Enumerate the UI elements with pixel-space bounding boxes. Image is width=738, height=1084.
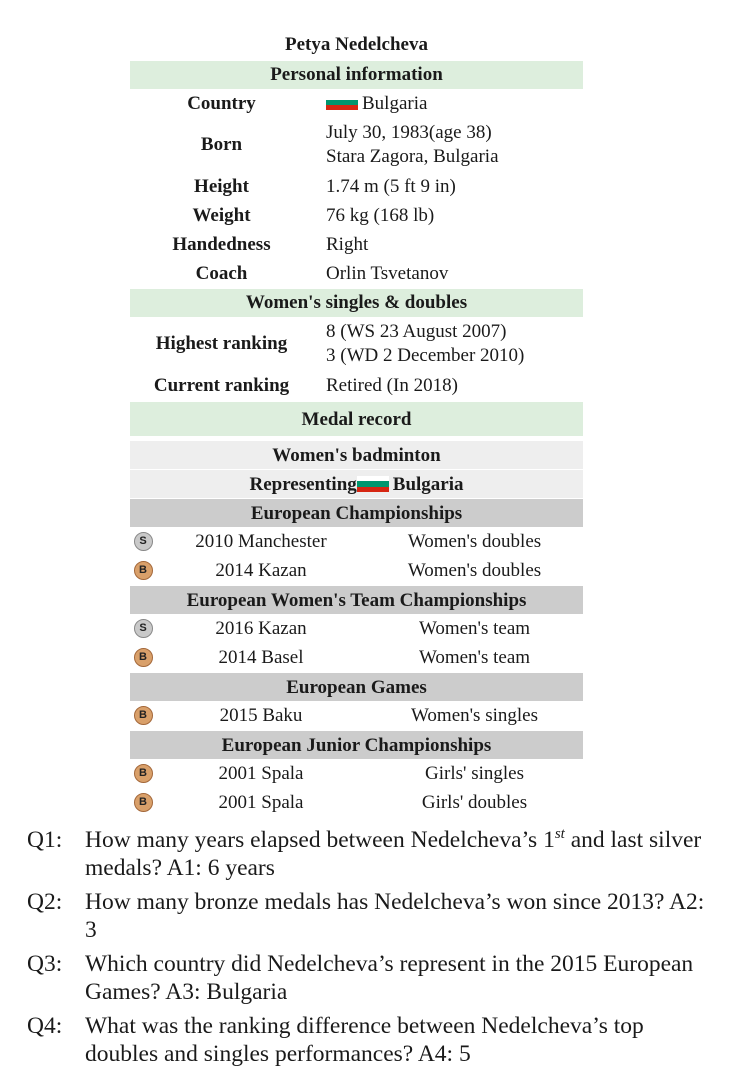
medal-row xyxy=(130,759,583,788)
competition-header: European Games xyxy=(130,673,583,701)
height-value: 1.74 m (5 ft 9 in) xyxy=(326,175,456,197)
question-number: Q4: xyxy=(27,1013,63,1039)
qa-item xyxy=(27,1012,717,1068)
medal-cell xyxy=(130,561,156,580)
infobox xyxy=(130,28,583,817)
weight-row xyxy=(130,201,583,230)
bronze-medal-icon: B xyxy=(134,561,153,580)
bronze-medal-icon: B xyxy=(134,648,153,667)
medal-cell xyxy=(130,764,156,783)
silver-medal-icon: S xyxy=(134,532,153,551)
medal-row xyxy=(130,614,583,643)
bronze-medal-icon: B xyxy=(134,764,153,783)
country-value xyxy=(313,92,583,116)
country-label: Country xyxy=(187,92,256,114)
handedness-row xyxy=(130,230,583,259)
born-label: Born xyxy=(200,134,243,155)
medal-event: Women's doubles xyxy=(407,530,542,552)
question-superscript: st xyxy=(554,826,565,843)
medal-cell xyxy=(130,706,156,725)
question-number: Q2: xyxy=(27,889,63,915)
medal-cell xyxy=(130,619,156,638)
current-ranking-label: Current ranking xyxy=(153,374,290,396)
country-name: Bulgaria xyxy=(362,92,428,114)
silver-medal-icon: S xyxy=(134,619,153,638)
medal-list xyxy=(130,499,583,817)
medal-venue: 2014 Basel xyxy=(218,646,304,668)
question-text-part: How many years elapsed between Nedelcheva’s 1 xyxy=(85,827,555,853)
current-ranking-row xyxy=(130,371,583,400)
question-text xyxy=(85,1012,717,1068)
qa-list xyxy=(27,826,717,1074)
coach-label: Coach xyxy=(195,262,248,284)
question-text xyxy=(85,888,717,944)
highest-ranking-row xyxy=(130,317,583,371)
medal-event: Women's doubles xyxy=(407,559,542,581)
qa-item xyxy=(27,888,717,944)
medal-venue: 2001 Spala xyxy=(218,791,304,813)
highest-ranking-value xyxy=(313,320,583,368)
medal-event: Women's team xyxy=(418,617,531,639)
medal-cell xyxy=(130,532,156,551)
medal-event: Girls' doubles xyxy=(421,791,528,813)
height-row xyxy=(130,172,583,201)
medal-row xyxy=(130,556,583,585)
qa-item xyxy=(27,826,717,882)
bulgaria-flag-icon xyxy=(326,95,358,111)
medal-venue: 2001 Spala xyxy=(218,762,304,784)
representing-label: Representing xyxy=(249,474,357,495)
question-text-part: and last silver medals? A1: 6 years xyxy=(85,827,702,881)
medal-row xyxy=(130,788,583,817)
current-ranking-value: Retired (In 2018) xyxy=(326,374,458,396)
question-number: Q3: xyxy=(27,951,63,977)
competition-header: European Women's Team Championships xyxy=(130,586,583,614)
born-place: Stara Zagora, Bulgaria xyxy=(326,146,499,167)
question-text-part: Which country did Nedelcheva’s represent in the 2015 European Games? A3: Bulgaria xyxy=(85,951,694,1005)
handedness-value: Right xyxy=(326,233,369,255)
medal-record-header: Medal record xyxy=(130,402,583,436)
question-text-part: What was the ranking difference between Nedelcheva’s top doubles and singles performances? A4: 5 xyxy=(85,1013,644,1067)
medal-venue: 2014 Kazan xyxy=(215,559,307,581)
competition-header: European Junior Championships xyxy=(130,731,583,759)
bronze-medal-icon: B xyxy=(134,706,153,725)
competition-header: European Championships xyxy=(130,499,583,527)
question-text xyxy=(85,826,717,882)
medal-row xyxy=(130,527,583,556)
medal-cell xyxy=(130,793,156,812)
highest-ranking-doubles: 3 (WD 2 December 2010) xyxy=(326,345,525,366)
bronze-medal-icon: B xyxy=(134,793,153,812)
weight-value: 76 kg (168 lb) xyxy=(326,204,435,226)
medal-event: Women's team xyxy=(418,646,531,668)
born-value xyxy=(313,121,583,169)
qa-item xyxy=(27,950,717,1006)
medal-venue: 2015 Baku xyxy=(219,704,303,726)
medal-row xyxy=(130,701,583,730)
medal-venue: 2010 Manchester xyxy=(195,530,327,552)
coach-row xyxy=(130,259,583,288)
discipline-header: Women's singles & doubles xyxy=(130,289,583,317)
highest-ranking-singles: 8 (WS 23 August 2007) xyxy=(326,321,507,342)
highest-ranking-label: Highest ranking xyxy=(155,333,288,354)
born-row xyxy=(130,118,583,172)
bulgaria-flag-icon xyxy=(357,476,389,492)
born-date: July 30, 1983(age 38) xyxy=(326,122,492,143)
infobox-title: Petya Nedelcheva xyxy=(285,34,428,55)
coach-value: Orlin Tsvetanov xyxy=(326,262,449,284)
weight-label: Weight xyxy=(192,204,251,226)
representing-header xyxy=(130,470,583,498)
country-row xyxy=(130,89,583,118)
question-text xyxy=(85,950,717,1006)
personal-info-header: Personal information xyxy=(130,61,583,89)
question-number: Q1: xyxy=(27,827,63,853)
medal-venue: 2016 Kazan xyxy=(215,617,307,639)
height-label: Height xyxy=(194,175,249,197)
medal-event: Women's singles xyxy=(411,704,538,726)
medal-event: Girls' singles xyxy=(425,762,524,784)
sport-header: Women's badminton xyxy=(130,441,583,469)
medal-cell xyxy=(130,648,156,667)
handedness-label: Handedness xyxy=(172,233,271,255)
question-text-part: How many bronze medals has Nedelcheva’s won since 2013? A2: 3 xyxy=(85,889,705,943)
medal-row xyxy=(130,643,583,672)
representing-country: Bulgaria xyxy=(392,474,464,495)
